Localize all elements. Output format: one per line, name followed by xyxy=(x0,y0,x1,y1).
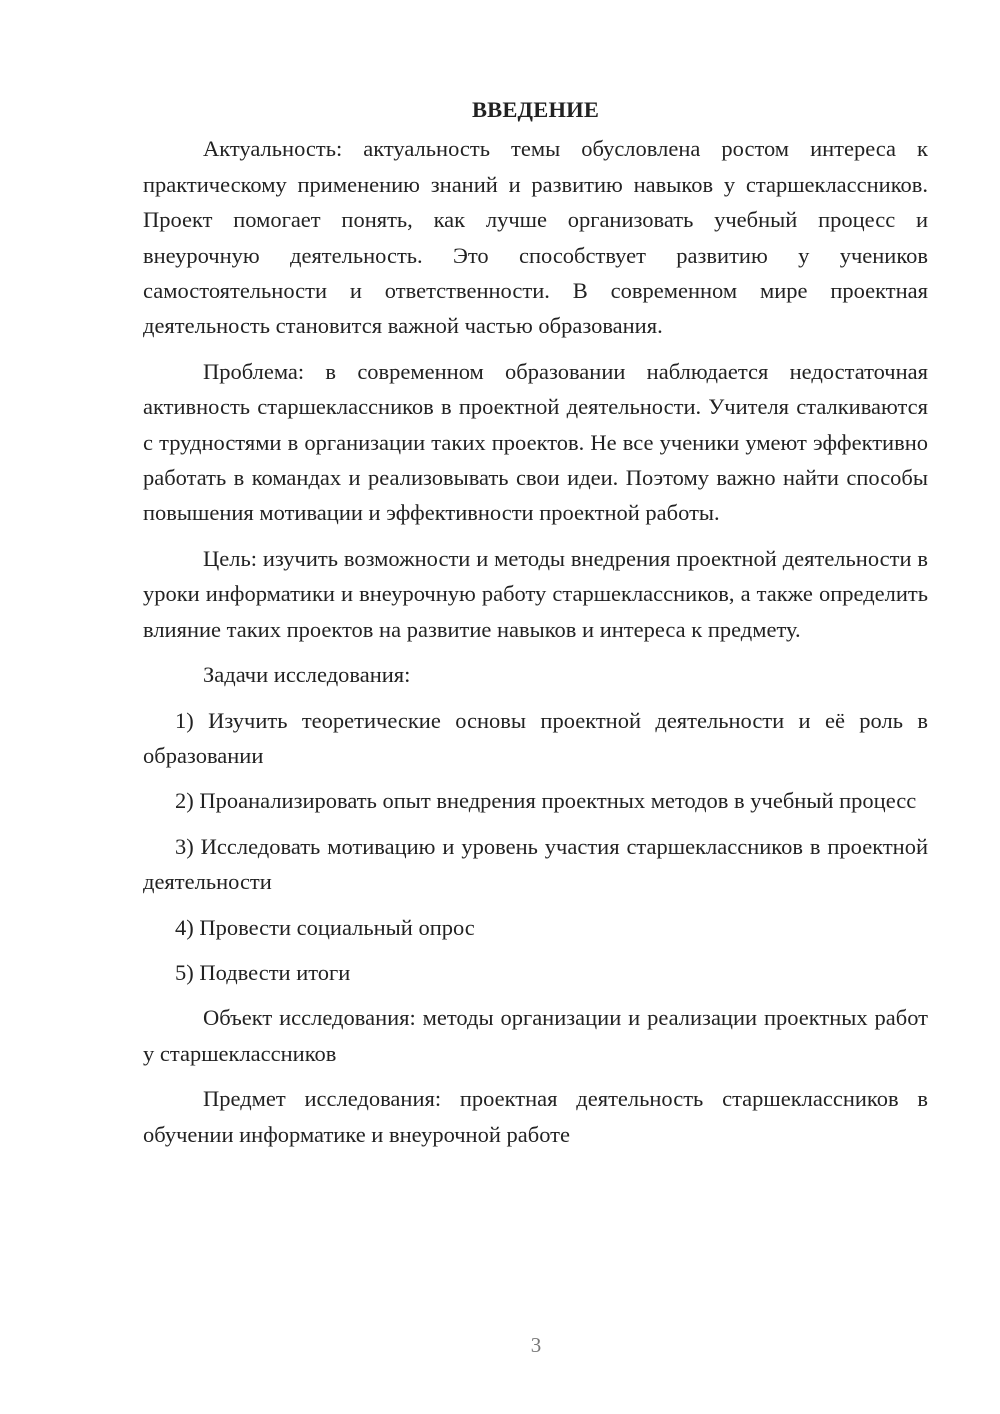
page-content xyxy=(143,92,928,1152)
task-item-2: 2) Проанализировать опыт внедрения проектных методов в учебный процесс xyxy=(175,788,917,814)
page-number: 3 xyxy=(530,1333,542,1357)
task-item-3: 3) Исследовать мотивацию и уровень участия старшеклассников в проектной деятельности xyxy=(143,833,928,895)
subject-paragraph: Предмет исследования: проектная деятельность старшеклассников в обучении информатике и внеурочной работе xyxy=(143,1086,928,1147)
task-item-1: 1) Изучить теоретические основы проектной деятельности и её роль в образовании xyxy=(143,707,928,768)
object-paragraph: Объект исследования: методы организации и реализации проектных работ у старшеклассников xyxy=(143,1005,928,1066)
section-title: ВВЕДЕНИЕ xyxy=(471,97,600,122)
task-item-4: 4) Провести социальный опрос xyxy=(175,914,475,940)
tasks-heading: Задачи исследования: xyxy=(203,662,411,688)
task-item-5: 5) Подвести итоги xyxy=(175,959,351,985)
relevance-paragraph: Актуальность: актуальность темы обусловлена ростом интереса к практическому применению знаний и развитию навыков у старшеклассников. Проект помогает понять, как лучше организовать учебный процесс и внеурочную деятельность. Это способствует развитию у учеников самостоятельности и ответственности. В современном мире проектная деятельность становится важной частью образования. xyxy=(143,136,928,339)
goal-paragraph: Цель: изучить возможности и методы внедрения проектной деятельности в уроки информатики и внеурочную работу старшеклассников, а также определить влияние таких проектов на развитие навыков и интереса к предмету. xyxy=(143,545,928,642)
problem-paragraph: Проблема: в современном образовании наблюдается недостаточная активность старшеклассников в проектной деятельности. Учителя сталкиваются с трудностями в организации таких проектов. Не все ученики умеют эффективно работать в командах и реализовывать свои идеи. Поэтому важно найти способы повышения мотивации и эффективности проектной работы. xyxy=(143,358,928,526)
